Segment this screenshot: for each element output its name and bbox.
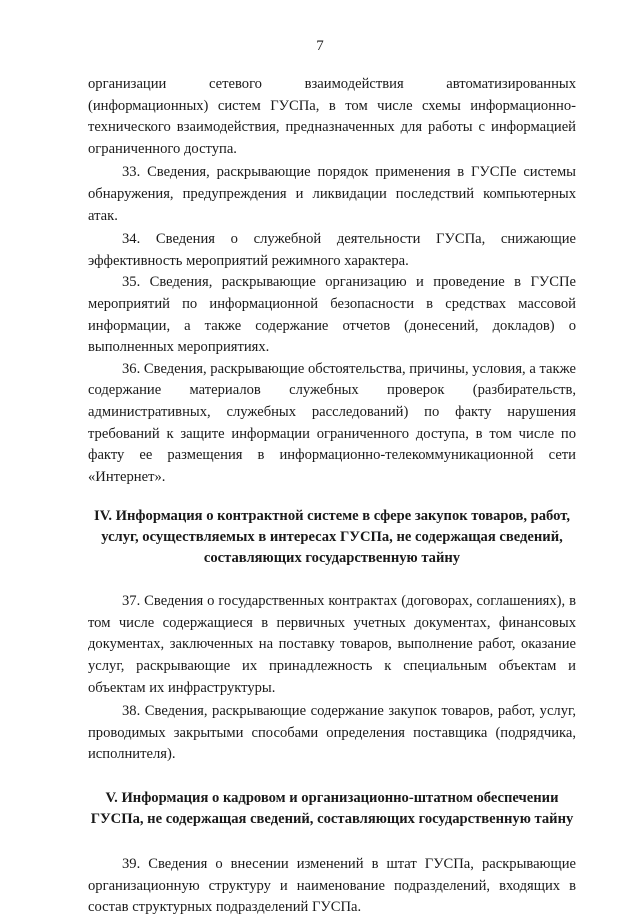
paragraph-36: 36. Сведения, раскрывающие обстоятельства, причины, условия, а также содержание материалов служебных проверок (разбирательств, административных, служебных расследований) по факту нарушения требований к защите информации ограниченного доступа, в том числе по факту ее размещения в информационно-телекоммуникационной сети «Интернет». (88, 360, 576, 485)
paragraph-33: 33. Сведения, раскрывающие порядок применения в ГУСПе системы обнаружения, предупреждения и ликвидации последствий компьютерных атак. (88, 164, 576, 224)
document-body (88, 74, 576, 919)
paragraph-37: 37. Сведения о государственных контрактах (договорах, соглашениях), в том числе содержащиеся в первичных учетных документах, финансовых документах, заключенных на поставку товаров, выполнение работ, оказание услуг, раскрывающие их принадлежность к специальным объектам и объектам их инфраструктуры. (88, 593, 576, 696)
page-number: 7 (316, 38, 324, 54)
paragraph-39: 39. Сведения о внесении изменений в штат ГУСПа, раскрывающие организационную структуру и наименование подразделений, входящих в состав структурных подразделений ГУСПа. (88, 856, 576, 916)
section-heading-v: V. Информация о кадровом и организационно-штатном обеспечении ГУСПа, не содержащая сведений, составляющих государственную тайну (90, 790, 574, 828)
paragraph-continuation: организации сетевого взаимодействия автоматизированных (информационных) систем ГУСПа, в том числе схемы информационно-технического взаимодействия, предназначенных для работы с информацией ограниченного доступа. (88, 76, 576, 157)
paragraph-35: 35. Сведения, раскрывающие организацию и проведение в ГУСПе мероприятий по информационной безопасности в средствах массовой информации, а также содержание отчетов (донесений, докладов) о выполненных мероприятиях. (88, 274, 576, 356)
paragraph-38: 38. Сведения, раскрывающие содержание закупок товаров, работ, услуг, проводимых закрытыми способами определения поставщика (подрядчика, исполнителя). (88, 703, 576, 763)
section-heading-iv: IV. Информация о контрактной системе в сфере закупок товаров, работ, услуг, осуществляемых в интересах ГУСПа, не содержащая сведений, составляющих государственную тайну (94, 508, 570, 567)
paragraph-34: 34. Сведения о служебной деятельности ГУСПа, снижающие эффективность мероприятий режимного характера. (88, 231, 576, 269)
